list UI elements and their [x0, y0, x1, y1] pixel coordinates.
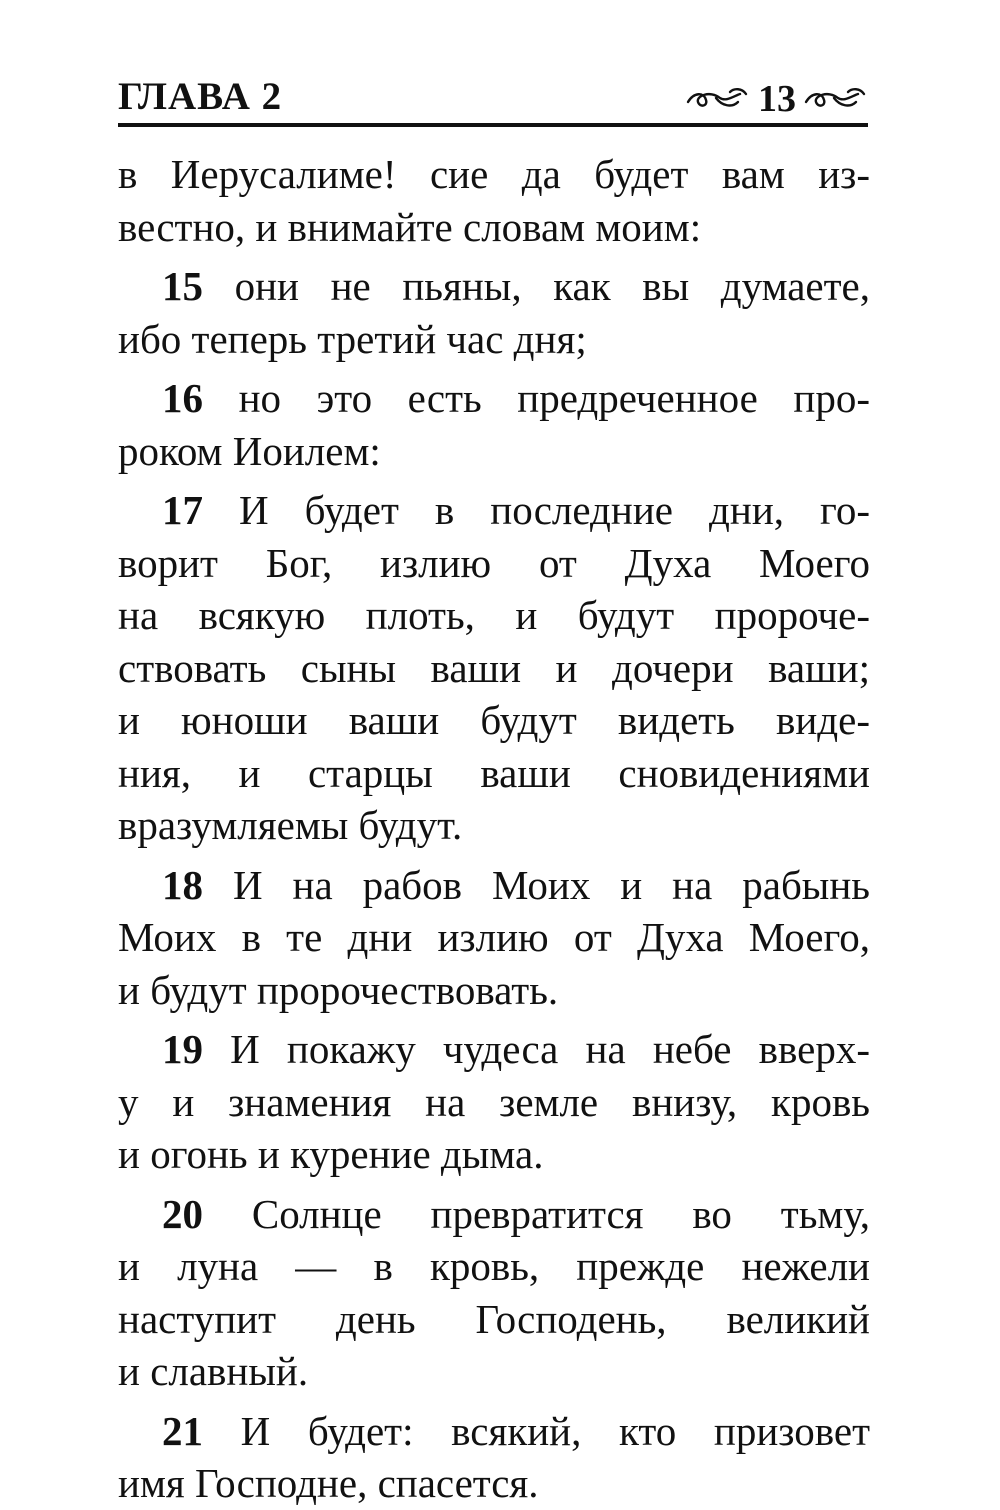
text-line — [118, 1188, 870, 1241]
verse-15 — [118, 260, 870, 365]
flourish-ornament-right-icon — [804, 86, 868, 112]
text-line — [118, 425, 870, 478]
page-number-group — [686, 76, 868, 122]
verse-20 — [118, 1188, 870, 1398]
verse-text — [118, 148, 870, 1510]
text-line — [118, 313, 870, 366]
verse-gap — [118, 477, 870, 484]
line-text: ибо теперь третий час дня; — [118, 315, 587, 362]
line-text: И будет: всякий, кто призовет — [203, 1407, 870, 1454]
header-rule — [118, 123, 868, 127]
line-text: они не пьяны, как вы думаете, — [203, 263, 870, 309]
verse-gap — [118, 1398, 870, 1405]
text-line — [118, 1023, 870, 1076]
line-text: но это есть предреченное про- — [203, 375, 870, 421]
line-text: И будет в последние дни, го- — [203, 487, 870, 533]
verse-number: 19 — [162, 1026, 203, 1072]
chapter-heading: ГЛАВА 2 — [118, 75, 283, 118]
line-text: и славный. — [118, 1348, 309, 1394]
verse-number: 20 — [162, 1190, 203, 1237]
text-line — [118, 484, 870, 537]
verse-number: 17 — [162, 487, 203, 533]
verse-16 — [118, 372, 870, 477]
line-text: роком Иоилем: — [118, 427, 381, 474]
verse-18 — [118, 859, 870, 1017]
text-line — [118, 911, 870, 964]
line-text: ствовать сыны ваши и дочери ваши; — [118, 644, 870, 691]
text-line — [118, 201, 870, 254]
text-line — [118, 260, 870, 313]
verse-21 — [118, 1405, 870, 1510]
text-line — [118, 1293, 870, 1346]
verse-gap — [118, 1016, 870, 1023]
verse-gap — [118, 253, 870, 260]
text-line — [118, 859, 870, 912]
text-line — [118, 1457, 870, 1510]
text-line — [118, 1076, 870, 1129]
verse-gap — [118, 1181, 870, 1188]
line-text: Моих в те дни излию от Духа Моего, — [118, 914, 870, 960]
verse-number: 16 — [162, 375, 203, 421]
text-line — [118, 799, 870, 852]
line-text: и будут пророчествовать. — [118, 966, 559, 1013]
text-line — [118, 589, 870, 642]
line-text: Солнце превратится во тьму, — [203, 1190, 870, 1237]
verse-continuation — [118, 148, 870, 253]
text-line — [118, 148, 870, 201]
line-text: у и знамения на земле внизу, кровь — [118, 1078, 870, 1125]
text-line — [118, 1405, 870, 1458]
line-text: на всякую плоть, и будут пророче- — [118, 592, 870, 638]
line-text: ворит Бог, излию от Духа Моего — [118, 539, 870, 586]
verse-gap — [118, 365, 870, 372]
text-line — [118, 642, 870, 695]
text-line — [118, 1345, 870, 1398]
verse-number: 18 — [162, 861, 203, 908]
line-text: наступит день Господень, великий — [118, 1295, 870, 1342]
page-number: 13 — [758, 78, 796, 120]
line-text: вразумляемы будут. — [118, 802, 463, 848]
line-text: и луна — в кровь, прежде нежели — [118, 1243, 870, 1289]
verse-number: 15 — [162, 263, 203, 309]
text-line — [118, 1240, 870, 1293]
line-text: и юноши ваши будут видеть виде- — [118, 697, 870, 743]
line-text: ния, и старцы ваши сновидениями — [118, 749, 870, 796]
line-text: И покажу чудеса на небе вверх- — [203, 1026, 870, 1072]
running-header — [118, 70, 868, 128]
line-text: вестно, и внимайте словам моим: — [118, 203, 702, 250]
verse-number: 21 — [162, 1407, 203, 1454]
flourish-ornament-left-icon — [686, 86, 750, 112]
verse-19 — [118, 1023, 870, 1181]
text-line — [118, 747, 870, 800]
line-text: в Иерусалиме! сие да будет вам из- — [118, 151, 870, 197]
text-line — [118, 372, 870, 425]
text-line — [118, 694, 870, 747]
text-line — [118, 1128, 870, 1181]
line-text: И на рабов Моих и на рабынь — [203, 861, 870, 908]
verse-17 — [118, 484, 870, 852]
line-text: и огонь и курение дыма. — [118, 1131, 544, 1177]
line-text: имя Господне, спасется. — [118, 1460, 539, 1506]
text-line — [118, 964, 870, 1017]
verse-gap — [118, 852, 870, 859]
text-line — [118, 537, 870, 590]
